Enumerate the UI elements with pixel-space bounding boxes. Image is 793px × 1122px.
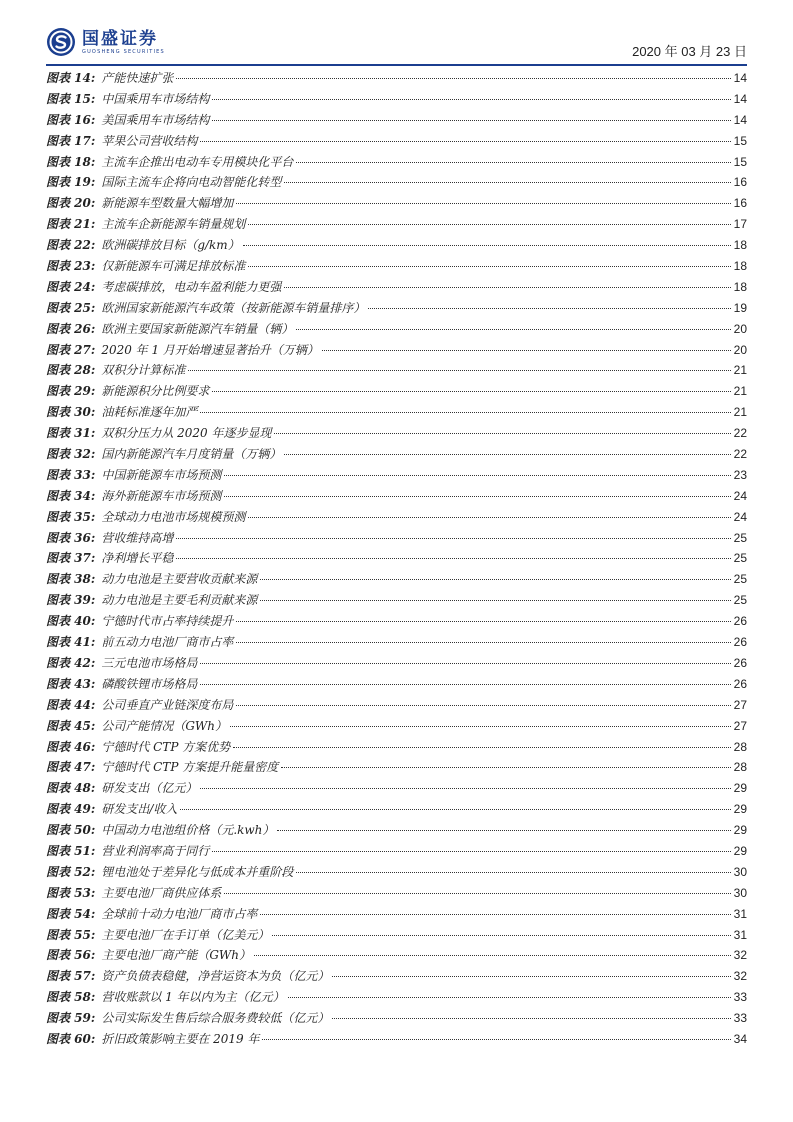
toc-entry-label: 图表 25: [46, 300, 96, 315]
toc-entry-label: 图表 35: [46, 509, 96, 524]
toc-entry-page: 20 [733, 321, 747, 336]
toc-entry-title: 产能快速扩张 [101, 71, 174, 85]
toc-dot-leader [260, 578, 730, 580]
toc-entry[interactable] [46, 214, 747, 235]
toc-entry-label: 图表 38: [46, 572, 96, 587]
toc-entry-title: 前五动力电池厂商市占率 [101, 635, 234, 650]
toc-entry[interactable] [46, 548, 747, 569]
toc-entry[interactable] [46, 402, 747, 423]
toc-entry[interactable] [46, 778, 747, 799]
toc-entry-label: 图表 47: [46, 760, 96, 775]
toc-entry-title: 欧洲碳排放目标（g/km） [101, 238, 240, 253]
toc-entry[interactable] [46, 319, 747, 340]
toc-entry-page: 22 [733, 426, 747, 441]
header-divider [46, 64, 747, 66]
toc-entry[interactable] [46, 528, 747, 549]
toc-entry-page: 18 [733, 238, 747, 253]
toc-entry[interactable] [46, 110, 747, 131]
toc-dot-leader [236, 641, 730, 643]
toc-entry[interactable] [46, 193, 747, 214]
toc-entry[interactable] [46, 883, 747, 904]
toc-entry-title: 公司产能情况（GWh） [101, 718, 227, 733]
toc-dot-leader [224, 892, 730, 894]
toc-entry-title: 中国动力电池组价格（元.kwh） [101, 823, 275, 838]
toc-entry[interactable] [46, 945, 747, 966]
toc-entry-title: 油耗标准逐年加严 [101, 405, 198, 420]
toc-entry-title: 宁德时代 CTP 方案优势 [101, 739, 231, 754]
toc-dot-leader [212, 390, 730, 392]
toc-entry-label: 图表 26: [46, 321, 96, 336]
toc-entry-label: 图表 54: [46, 906, 96, 921]
toc-dot-leader [281, 766, 730, 768]
toc-entry-title: 主要电池厂商供应体系 [101, 885, 222, 900]
toc-entry-page: 31 [733, 927, 747, 942]
toc-entry-page: 21 [733, 363, 747, 378]
toc-dot-leader [236, 620, 730, 622]
toc-entry[interactable] [46, 695, 747, 716]
toc-entry-title: 宁德时代市占率持续提升 [101, 614, 234, 629]
toc-entry[interactable] [46, 799, 747, 820]
toc-entry[interactable] [46, 757, 747, 778]
toc-dot-leader [236, 704, 730, 706]
toc-entry-label: 图表 55: [46, 927, 96, 942]
toc-entry[interactable] [46, 632, 747, 653]
toc-entry[interactable] [46, 590, 747, 611]
toc-entry-page: 33 [733, 1011, 747, 1026]
toc-entry-label: 图表 44: [46, 697, 96, 712]
toc-entry[interactable] [46, 89, 747, 110]
toc-dot-leader [233, 746, 730, 748]
toc-dot-leader [274, 432, 730, 434]
toc-dot-leader [277, 829, 730, 831]
toc-entry-label: 图表 49: [46, 802, 96, 817]
toc-entry-page: 27 [733, 697, 747, 712]
toc-entry[interactable] [46, 862, 747, 883]
toc-entry-label: 图表 24: [46, 279, 96, 294]
toc-entry-page: 14 [733, 71, 747, 85]
toc-entry-page: 16 [733, 175, 747, 190]
toc-entry-page: 21 [733, 405, 747, 420]
toc-dot-leader [200, 140, 730, 142]
toc-entry-page: 25 [733, 530, 747, 545]
toc-entry-title: 中国乘用车市场结构 [101, 91, 210, 106]
toc-entry-page: 14 [733, 91, 747, 106]
toc-entry-label: 图表 20: [46, 196, 96, 211]
toc-dot-leader [224, 495, 730, 497]
toc-entry-page: 15 [733, 154, 747, 169]
toc-entry-label: 图表 60: [46, 1031, 96, 1046]
toc-entry[interactable] [46, 465, 747, 486]
toc-entry-title: 新能源积分比例要求 [101, 384, 210, 399]
toc-entry-label: 图表 29: [46, 384, 96, 399]
toc-dot-leader [272, 934, 730, 936]
toc-entry-title: 净利增长平稳 [101, 551, 174, 566]
toc-entry-label: 图表 52: [46, 864, 96, 879]
toc-entry-title: 动力电池是主要毛利贡献来源 [101, 593, 258, 608]
toc-entry-title: 中国新能源车市场预测 [101, 467, 222, 482]
toc-entry-title: 欧洲国家新能源汽车政策（按新能源车销量排序） [101, 300, 366, 315]
toc-dot-leader [212, 850, 730, 852]
toc-entry-title: 研发支出/收入 [101, 802, 178, 817]
toc-dot-leader [368, 307, 730, 309]
toc-dot-leader [296, 161, 730, 163]
toc-entry-label: 图表 17: [46, 133, 96, 148]
toc-entry-page: 33 [733, 990, 747, 1005]
toc-entry-page: 30 [733, 885, 747, 900]
toc-entry-page: 25 [733, 551, 747, 566]
toc-entry-page: 32 [733, 969, 747, 984]
toc-entry-label: 图表 50: [46, 823, 96, 838]
toc-dot-leader [284, 453, 730, 455]
toc-entry-label: 图表 18: [46, 154, 96, 169]
toc-entry-label: 图表 14: [46, 71, 96, 85]
toc-dot-leader [212, 98, 730, 100]
toc-dot-leader [230, 725, 731, 727]
toc-entry-page: 25 [733, 593, 747, 608]
toc-entry-page: 29 [733, 823, 747, 838]
toc-entry-title: 全球动力电池市场规模预测 [101, 509, 246, 524]
toc-dot-leader [260, 599, 730, 601]
toc-entry[interactable] [46, 340, 747, 361]
toc-entry-page: 29 [733, 802, 747, 817]
toc-entry-page: 20 [733, 342, 747, 357]
toc-dot-leader [296, 871, 730, 873]
toc-dot-leader [188, 369, 730, 371]
toc-entry-label: 图表 34: [46, 488, 96, 503]
toc-entry-title: 苹果公司营收结构 [101, 133, 198, 148]
toc-entry-label: 图表 42: [46, 655, 96, 670]
toc-entry[interactable] [46, 486, 747, 507]
toc-entry[interactable] [46, 841, 747, 862]
toc-entry-page: 27 [733, 718, 747, 733]
toc-entry[interactable] [46, 423, 747, 444]
toc-entry-title: 营收维持高增 [101, 530, 174, 545]
toc-entry-title: 全球前十动力电池厂商市占率 [101, 906, 258, 921]
toc-entry-title: 主要电池厂商产能（GWh） [101, 948, 251, 963]
toc-entry-title: 海外新能源车市场预测 [101, 488, 222, 503]
toc-dot-leader [248, 265, 730, 267]
toc-entry-label: 图表 40: [46, 614, 96, 629]
toc-dot-leader [262, 1038, 730, 1040]
figure-list [46, 68, 747, 1050]
logo-mark-icon [46, 27, 76, 57]
toc-entry-label: 图表 48: [46, 781, 96, 796]
toc-entry-title: 宁德时代 CTP 方案提升能量密度 [101, 760, 279, 775]
logo-english-name: GUOSHENG SECURITIES [82, 48, 165, 55]
toc-entry-label: 图表 30: [46, 405, 96, 420]
toc-entry[interactable] [46, 737, 747, 758]
toc-entry-label: 图表 36: [46, 530, 96, 545]
toc-entry[interactable] [46, 987, 747, 1008]
toc-entry-label: 图表 43: [46, 676, 96, 691]
toc-dot-leader [243, 244, 731, 246]
toc-dot-leader [254, 954, 731, 956]
toc-entry[interactable] [46, 256, 747, 277]
toc-entry-label: 图表 53: [46, 885, 96, 900]
toc-entry-label: 图表 37: [46, 551, 96, 566]
toc-entry-page: 28 [733, 739, 747, 754]
toc-entry-title: 公司实际发生售后综合服务费较低（亿元） [101, 1011, 330, 1026]
toc-entry-page: 21 [733, 384, 747, 399]
toc-dot-leader [200, 662, 730, 664]
toc-entry-label: 图表 21: [46, 217, 96, 232]
toc-entry[interactable] [46, 152, 747, 173]
toc-entry-title: 动力电池是主要营收贡献来源 [101, 572, 258, 587]
toc-entry-page: 29 [733, 781, 747, 796]
toc-entry-page: 18 [733, 279, 747, 294]
toc-dot-leader [322, 349, 731, 351]
toc-entry-label: 图表 39: [46, 593, 96, 608]
toc-dot-leader [200, 683, 730, 685]
toc-entry-page: 19 [733, 300, 747, 315]
report-date: 2020 年 03 月 23 日 [632, 44, 747, 59]
toc-entry[interactable] [46, 966, 747, 987]
toc-entry[interactable] [46, 277, 747, 298]
toc-dot-leader [236, 202, 730, 204]
toc-entry-title: 考虑碳排放，电动车盈利能力更强 [101, 279, 282, 294]
toc-entry-page: 30 [733, 864, 747, 879]
toc-entry[interactable] [46, 507, 747, 528]
toc-entry-title: 2020 年 1 月开始增速显著抬升（万辆） [101, 342, 319, 357]
toc-dot-leader [180, 808, 730, 810]
toc-entry[interactable] [46, 925, 747, 946]
toc-entry-label: 图表 58: [46, 990, 96, 1005]
toc-entry-title: 美国乘用车市场结构 [101, 112, 210, 127]
toc-entry[interactable] [46, 68, 747, 89]
toc-dot-leader [248, 223, 730, 225]
toc-entry-title: 折旧政策影响主要在 2019 年 [101, 1031, 260, 1046]
toc-entry-title: 研发支出（亿元） [101, 781, 198, 796]
toc-dot-leader [176, 537, 730, 539]
toc-entry-page: 16 [733, 196, 747, 211]
toc-entry-page: 18 [733, 259, 747, 274]
toc-entry[interactable] [46, 381, 747, 402]
toc-entry-title: 仅新能源车可满足排放标准 [101, 259, 246, 274]
toc-entry[interactable] [46, 444, 747, 465]
toc-entry-title: 双积分计算标准 [101, 363, 186, 378]
toc-entry-page: 29 [733, 843, 747, 858]
toc-dot-leader [224, 474, 730, 476]
toc-dot-leader [176, 77, 730, 79]
toc-entry-page: 31 [733, 906, 747, 921]
toc-entry-page: 15 [733, 133, 747, 148]
toc-entry-label: 图表 59: [46, 1011, 96, 1026]
toc-entry-label: 图表 51: [46, 843, 96, 858]
toc-entry-label: 图表 28: [46, 363, 96, 378]
toc-entry-label: 图表 56: [46, 948, 96, 963]
toc-entry[interactable] [46, 820, 747, 841]
toc-dot-leader [248, 516, 730, 518]
toc-entry-page: 25 [733, 572, 747, 587]
toc-entry-page: 26 [733, 614, 747, 629]
toc-dot-leader [200, 411, 730, 413]
toc-entry-title: 主流车企推出电动车专用模块化平台 [101, 154, 294, 169]
toc-dot-leader [296, 328, 730, 330]
toc-dot-leader [260, 913, 730, 915]
page-header [46, 22, 747, 62]
toc-entry-title: 锂电池处于差异化与低成本并重阶段 [101, 864, 294, 879]
toc-entry-label: 图表 23: [46, 259, 96, 274]
toc-entry-title: 磷酸铁锂市场格局 [101, 676, 198, 691]
toc-entry-label: 图表 22: [46, 238, 96, 253]
toc-entry-label: 图表 15: [46, 91, 96, 106]
toc-entry-title: 资产负债表稳健，净营运资本为负（亿元） [101, 969, 330, 984]
toc-entry-label: 图表 19: [46, 175, 96, 190]
toc-dot-leader [332, 1017, 730, 1019]
toc-entry-label: 图表 27: [46, 342, 96, 357]
toc-entry-title: 双积分压力从 2020 年逐步显现 [101, 426, 272, 441]
toc-entry-title: 新能源车型数量大幅增加 [101, 196, 234, 211]
toc-entry[interactable] [46, 653, 747, 674]
toc-entry-title: 三元电池市场格局 [101, 655, 198, 670]
toc-entry-title: 欧洲主要国家新能源汽车销量（辆） [101, 321, 294, 336]
toc-dot-leader [288, 996, 731, 998]
toc-entry[interactable] [46, 235, 747, 256]
toc-entry[interactable] [46, 298, 747, 319]
toc-entry[interactable] [46, 1008, 747, 1029]
toc-entry-page: 32 [733, 948, 747, 963]
toc-entry[interactable] [46, 172, 747, 193]
toc-entry-label: 图表 57: [46, 969, 96, 984]
toc-entry-label: 图表 32: [46, 447, 96, 462]
toc-entry-page: 23 [733, 467, 747, 482]
toc-entry[interactable] [46, 611, 747, 632]
company-logo [46, 22, 165, 62]
toc-entry-page: 26 [733, 655, 747, 670]
toc-entry-page: 22 [733, 447, 747, 462]
toc-entry-label: 图表 16: [46, 112, 96, 127]
toc-entry-label: 图表 46: [46, 739, 96, 754]
toc-entry-title: 国际主流车企将向电动智能化转型 [101, 175, 282, 190]
toc-entry-label: 图表 33: [46, 467, 96, 482]
toc-dot-leader [176, 557, 730, 559]
toc-entry-page: 14 [733, 112, 747, 127]
toc-entry-page: 28 [733, 760, 747, 775]
toc-entry[interactable] [46, 674, 747, 695]
toc-dot-leader [284, 181, 730, 183]
toc-entry[interactable] [46, 131, 747, 152]
toc-dot-leader [332, 975, 730, 977]
toc-entry-label: 图表 31: [46, 426, 96, 441]
toc-entry-label: 图表 45: [46, 718, 96, 733]
toc-entry-page: 24 [733, 509, 747, 524]
toc-entry-page: 17 [733, 217, 747, 232]
toc-entry-page: 24 [733, 488, 747, 503]
toc-entry[interactable] [46, 1029, 747, 1050]
toc-entry-title: 主要电池厂在手订单（亿美元） [101, 927, 270, 942]
toc-entry[interactable] [46, 716, 747, 737]
toc-entry[interactable] [46, 904, 747, 925]
toc-entry-page: 34 [733, 1031, 747, 1046]
toc-dot-leader [212, 119, 730, 121]
toc-entry[interactable] [46, 569, 747, 590]
toc-dot-leader [200, 787, 730, 789]
logo-chinese-name: 国盛证券 [82, 28, 158, 49]
toc-entry-title: 营业利润率高于同行 [101, 843, 210, 858]
toc-entry-page: 26 [733, 676, 747, 691]
toc-entry-label: 图表 41: [46, 635, 96, 650]
toc-dot-leader [284, 286, 730, 288]
toc-entry-title: 公司垂直产业链深度布局 [101, 697, 234, 712]
toc-entry-title: 营收账款以 1 年以内为主（亿元） [101, 990, 285, 1005]
toc-entry[interactable] [46, 360, 747, 381]
toc-entry-title: 主流车企新能源车销量规划 [101, 217, 246, 232]
toc-entry-title: 国内新能源汽车月度销量（万辆） [101, 447, 282, 462]
toc-entry-page: 26 [733, 635, 747, 650]
